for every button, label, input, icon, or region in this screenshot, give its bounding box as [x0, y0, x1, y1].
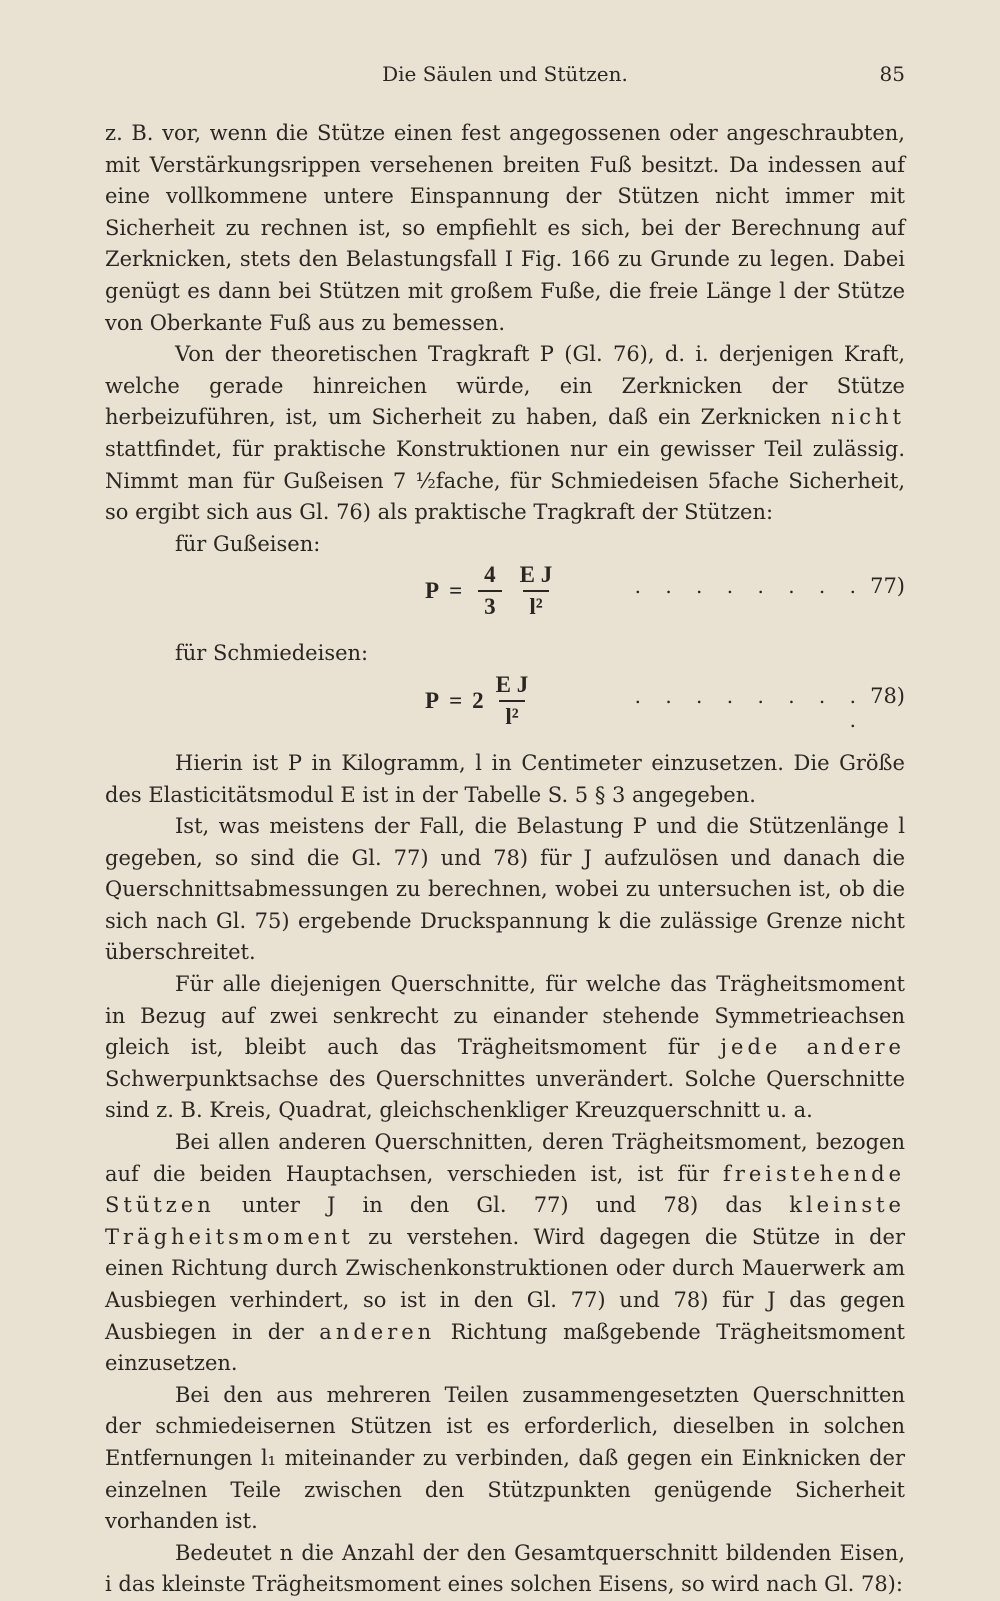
paragraph-6-part-c: zu verstehen. Wird dagegen die Stütze in der einen Richtung durch Zwischenkonstruktionen oder durch Mauerwerk am Ausbiegen verhindert, so ist in den Gl. 77) und 78) für J das gegen Ausbiegen in der: [105, 1224, 905, 1344]
emphasis-nicht: nicht: [831, 405, 905, 430]
paragraph-5-part-a: Für alle diejenigen Querschnitte, für welche das Trägheitsmoment in Bezug auf zwei senkrecht zu einander stehende Symmetrieachsen gleich ist, bleibt auch das Trägheitsmoment für: [105, 972, 905, 1060]
eq78-equals: =: [449, 687, 463, 713]
paragraph-8: Bedeutet n die Anzahl der den Gesamtquerschnitt bildenden Eisen, i das kleinste Trägheitsmoment eines solchen Eisens, so wird nach Gl. 78):: [105, 1540, 905, 1597]
label-wrought-iron: für Schmiedeisen:: [175, 641, 369, 666]
page-header: [105, 62, 905, 102]
paragraph-4: Ist, was meistens der Fall, die Belastung P und die Stützenlänge l gegeben, so sind die Gl. 77) und 78) für J aufzulösen und danach die Querschnittsabmessungen zu berechnen, wobei zu untersuchen ist, ob die sich nach Gl. 75) ergebende Druckspannung k die zulässige Grenze nicht überschreitet.: [105, 814, 905, 965]
eq78-lhs: P: [425, 687, 440, 713]
eq77-equals: =: [449, 578, 463, 604]
eq77-fraction: [514, 562, 559, 620]
eq78-number: 78): [870, 683, 905, 708]
paragraph-5: [105, 969, 905, 1127]
eq77-coef-numerator: 4: [484, 562, 496, 588]
equation-77: [105, 560, 905, 638]
emphasis-anderen: anderen: [319, 1319, 436, 1344]
paragraph-2-part-a: Von der theoretischen Tragkraft P (Gl. 76), d. i. derjenigen Kraft, welche gerade hinreichen würde, ein Zerknicken der Stütze herbeizuführen, ist, um Sicherheit zu haben, daß ein Zerknicken: [105, 342, 905, 430]
running-title: Die Säulen und Stützen.: [382, 62, 628, 86]
paragraph-6-part-a: Bei allen anderen Querschnitten, deren Trägheitsmoment, bezogen auf die beiden Hauptachsen, verschieden ist, ist für: [105, 1130, 905, 1186]
equation-78: [105, 670, 905, 748]
paragraph-2: [105, 339, 905, 529]
emphasis-kleinste-traegheitsmoment: kleinste Trägheitsmoment: [105, 1193, 905, 1249]
paragraph-6-part-d: Richtung maßgebende Trägheitsmoment einzusetzen.: [105, 1319, 905, 1376]
page-number: 85: [879, 62, 905, 86]
eq78-coefficient: 2: [472, 687, 484, 713]
eq77-coef-denominator: 3: [478, 590, 502, 620]
eq77-numerator: E J: [519, 562, 553, 588]
eq77-leader-dots: . . . . . . . .: [634, 574, 865, 599]
eq78-leader-dots: . . . . . . . . .: [634, 683, 865, 732]
eq77-denominator: l²: [523, 590, 548, 620]
emphasis-jede-andere: jede andere: [720, 1035, 905, 1060]
equation-77-body: [425, 562, 564, 620]
eq78-numerator: E J: [495, 671, 529, 697]
eq77-coefficient: [478, 562, 502, 620]
equation-78-body: [425, 672, 540, 730]
eq77-lhs: P: [425, 578, 440, 604]
paragraph-6: [105, 1127, 905, 1380]
paragraph-7: Bei den aus mehreren Teilen zusammengesetzten Querschnitten der schmiedeisernen Stützen ist es erforderlich, dieselben in solchen Entfernungen l₁ miteinander zu verbinden, daß gegen ein Einknicken der einzelnen Teile zwischen den Stützpunkten genügende Sicherheit vorhanden ist.: [105, 1382, 905, 1534]
emphasis-freistehende-stuetzen: freistehende Stützen: [105, 1161, 905, 1218]
paragraph-6-part-b: unter J in den Gl. 77) und 78) das: [214, 1193, 790, 1218]
eq78-denominator: l²: [499, 700, 524, 730]
paragraph-5-part-b: Schwerpunktsachse des Querschnittes unverändert. Solche Querschnitte sind z. B. Kreis, Quadrat, gleichschenkliger Kreuzquerschnitt u. a.: [105, 1066, 905, 1123]
paragraph-2-part-b: stattfindet, für praktische Konstruktionen nur ein gewisser Teil zulässig. Nimmt man für Gußeisen 7 ½fache, für Schmiedeisen 5fache Sicherheit, so ergibt sich aus Gl. 76) als praktische Tragkraft der Stützen:: [105, 436, 905, 525]
eq77-number: 77): [870, 574, 905, 599]
body-text: [105, 118, 905, 1601]
label-cast-iron: für Gußeisen:: [175, 531, 321, 556]
paragraph-1: z. B. vor, wenn die Stütze einen fest angegossenen oder angeschraubten, mit Verstärkungsrippen versehenen breiten Fuß besitzt. Da indessen auf eine vollkommene untere Einspannung der Stützen nicht immer mit Sicherheit zu rechnen ist, so empfiehlt es sich, bei der Berechnung auf Zerknicken, stets den Belastungsfall I Fig. 166 zu Grunde zu legen. Dabei genügt es dann bei Stützen mit großem Fuße, die freie Länge l der Stütze von Oberkante Fuß aus zu bemessen.: [105, 121, 905, 335]
paragraph-3: Hierin ist P in Kilogramm, l in Centimeter einzusetzen. Die Größe des Elasticitätsmodul E ist in der Tabelle S. 5 § 3 angegeben.: [105, 750, 905, 807]
eq78-fraction: [490, 672, 535, 730]
